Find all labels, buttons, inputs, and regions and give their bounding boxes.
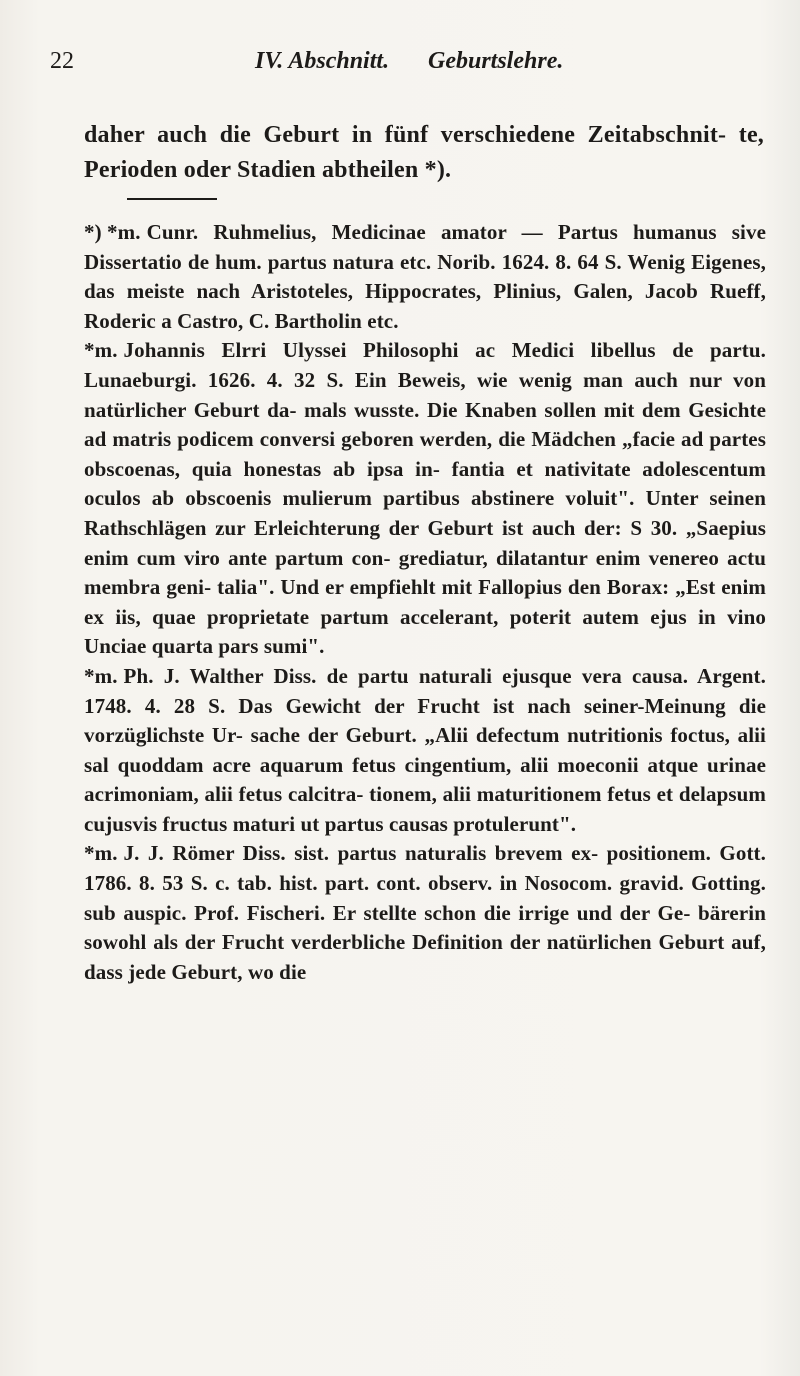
- page-header: [50, 48, 750, 82]
- footnote-text: Johannis Elrri Ulyssei Philosophi ac Medici libellus de partu. Lunaeburgi. 1626. 4. 32 S. Ein Beweis, wie wenig man auch nur von natürlicher Geburt da- mals wusste. Die Knaben sollen mit dem Gesichte ad matris podicem conversi geboren werden, die Mädchen „facie ad partes obscoenas, quia honestas ab ipsa in- fantia et nativitate adolescentum oculos ab obscoenis mulierum partibus abstinere voluit". Unter seinen Rathschlägen zur Erleichterung der Geburt ist auch der: S 30. „Saepius enim cum viro ante partum con- grediatur, dilatantur enim venereo actu membra geni- talia". Und er empfiehlt mit Fallopius den Borax: „Est enim ex iis, quae proprietate partum accelerant, poterit autem ejus in vino Unciae quarta pars sumi".: [84, 338, 766, 659]
- footnote-entry-4: [84, 839, 766, 987]
- footnote-text: Cunr. Ruhmelius, Medicinae amator — Partus humanus sive Dissertatio de hum. partus natura etc. Norib. 1624. 8. 64 S. Wenig Eigenes, das meiste nach Aristoteles, Hippocrates, Plinius, Galen, Jacob Rueff, Roderic a Castro, C. Bartholin etc.: [84, 220, 766, 333]
- footnote-entry-1: [84, 218, 766, 336]
- main-paragraph: daher auch die Geburt in fünf verschiedene Zeitabschnit- te, Perioden oder Stadien abtheilen *).: [84, 122, 764, 183]
- footnotes-block: [84, 218, 766, 987]
- footnote-marker: *m.: [84, 841, 118, 866]
- footnote-entry-3: [84, 662, 766, 840]
- footnote-separator: [127, 198, 217, 200]
- page-number: 22: [50, 48, 74, 74]
- footnote-text: Ph. J. Walther Diss. de partu naturali ejusque vera causa. Argent. 1748. 4. 28 S. Das Gewicht der Frucht ist nach seiner-Meinung die vorzüglichste Ur- sache der Geburt. „Alii defectum nutritionis foctus, alii sal quoddam acre aquarum fetus cingentium, alii moeconii atque urinae acrimoniam, alii fetus calcitra- tionem, alii maturitionem fetus et delapsum cujusvis fructus maturi ut partus causas protulerunt".: [84, 663, 766, 836]
- footnote-marker: *m.: [84, 338, 118, 363]
- footnote-marker: *m.: [84, 663, 118, 688]
- footnote-entry-2: [84, 336, 766, 662]
- running-title: Geburtslehre.: [428, 48, 564, 74]
- footnote-text: J. J. Römer Diss. sist. partus naturalis brevem ex- positionem. Gott. 1786. 8. 53 S. c. tab. hist. part. cont. observ. in Nosocom. gravid. Gotting. sub auspic. Prof. Fischeri. Er stellte schon die irrige und der Ge- bärerin sowohl als der Frucht verderbliche Definition der natürlichen Geburt auf, dass jede Geburt, wo die: [84, 841, 766, 984]
- footnote-marker: *) *m.: [84, 220, 141, 244]
- section-title: IV. Abschnitt.: [255, 48, 390, 74]
